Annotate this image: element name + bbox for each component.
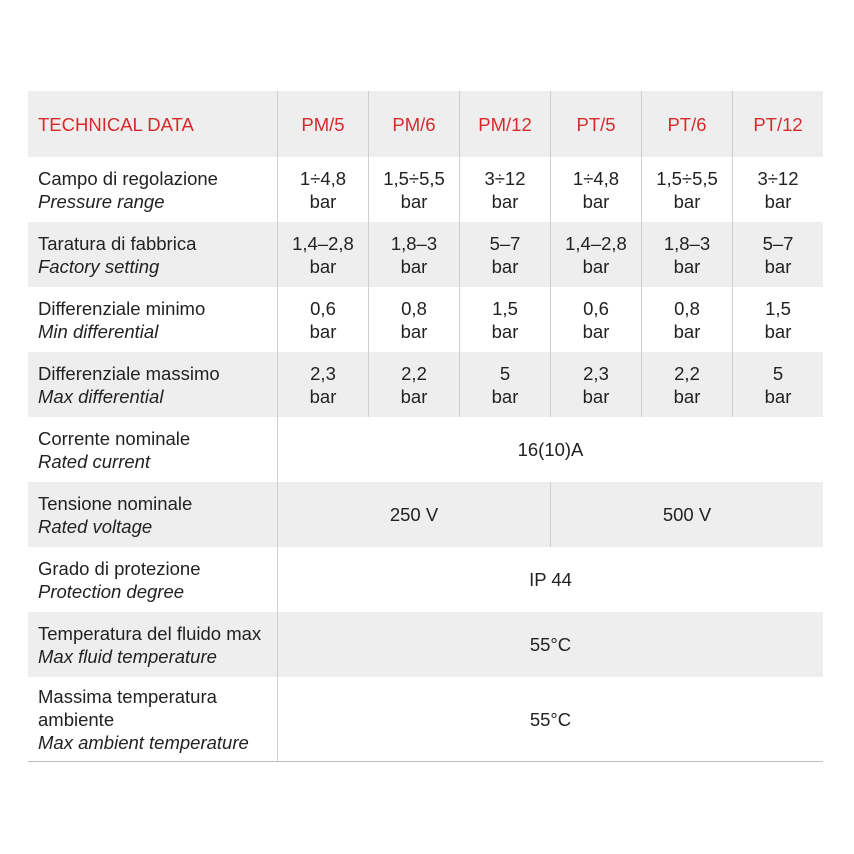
row-label xyxy=(28,352,277,417)
row-label xyxy=(28,222,277,287)
value-cell: 1÷4,8 bar xyxy=(550,157,641,222)
value-cell: 0,6 bar xyxy=(550,287,641,352)
value-cell: 2,2 bar xyxy=(641,352,732,417)
value-cell: 1,8–3 bar xyxy=(641,222,732,287)
table-row xyxy=(28,482,823,547)
model-header: PT/6 xyxy=(641,91,732,157)
label-it: ambiente xyxy=(38,708,115,730)
model-header: PM/5 xyxy=(277,91,368,157)
table-row xyxy=(28,157,823,222)
row-label xyxy=(28,482,277,547)
label-en: Rated current xyxy=(38,450,151,472)
value-cell: 1,5÷5,5 bar xyxy=(641,157,732,222)
value-cell: 5–7 bar xyxy=(732,222,823,287)
model-header: PM/6 xyxy=(368,91,459,157)
row-label xyxy=(28,677,277,761)
label-it: Differenziale massimo xyxy=(38,362,220,384)
value-cell: 2,2 bar xyxy=(368,352,459,417)
label-it: Temperatura del fluido max xyxy=(38,622,262,644)
table-bottom-rule xyxy=(28,761,823,762)
value-cell: 1÷4,8 bar xyxy=(277,157,368,222)
label-en: Pressure range xyxy=(38,190,165,212)
header-row xyxy=(28,91,823,157)
value-cell: 5–7 bar xyxy=(459,222,550,287)
table-title: TECHNICAL DATA xyxy=(38,113,194,135)
table-row xyxy=(28,547,823,612)
value-cell: 0,6 bar xyxy=(277,287,368,352)
label-it: Massima temperatura xyxy=(38,685,217,707)
label-en: Protection degree xyxy=(38,580,185,602)
label-it: Differenziale minimo xyxy=(38,297,206,319)
row-label xyxy=(28,547,277,612)
value-cell: 2,3 bar xyxy=(277,352,368,417)
row-label xyxy=(28,157,277,222)
value-cell: 5 bar xyxy=(459,352,550,417)
value-cell: 1,4–2,8 bar xyxy=(277,222,368,287)
table-row xyxy=(28,222,823,287)
value-cell: 1,5 bar xyxy=(459,287,550,352)
merged-value-cell: 55°C xyxy=(277,612,823,677)
label-it: Campo di regolazione xyxy=(38,167,218,189)
table-row xyxy=(28,417,823,482)
value-cell: 5 bar xyxy=(732,352,823,417)
merged-value-cell: 16(10)A xyxy=(277,417,823,482)
value-cell: 0,8 bar xyxy=(368,287,459,352)
model-header: PM/12 xyxy=(459,91,550,157)
value-cell: 1,5÷5,5 bar xyxy=(368,157,459,222)
label-it: Taratura di fabbrica xyxy=(38,232,197,254)
row-label xyxy=(28,287,277,352)
value-cell: 2,3 bar xyxy=(550,352,641,417)
label-en: Max fluid temperature xyxy=(38,645,217,667)
merged-value-cell: IP 44 xyxy=(277,547,823,612)
merged-value-cell: 250 V xyxy=(277,482,550,547)
label-en: Factory setting xyxy=(38,255,160,277)
value-cell: 3÷12 bar xyxy=(732,157,823,222)
label-en: Rated voltage xyxy=(38,515,153,537)
table-row xyxy=(28,677,823,761)
technical-data-table xyxy=(28,91,823,761)
merged-value-cell: 500 V xyxy=(550,482,823,547)
value-cell: 3÷12 bar xyxy=(459,157,550,222)
merged-value-cell: 55°C xyxy=(277,677,823,761)
model-header: PT/12 xyxy=(732,91,823,157)
label-en: Max ambient temperature xyxy=(38,731,249,753)
label-en: Min differential xyxy=(38,320,159,342)
model-header: PT/5 xyxy=(550,91,641,157)
value-cell: 1,8–3 bar xyxy=(368,222,459,287)
table-row xyxy=(28,612,823,677)
value-cell: 1,5 bar xyxy=(732,287,823,352)
label-en: Max differential xyxy=(38,385,164,407)
row-label xyxy=(28,417,277,482)
table-row xyxy=(28,287,823,352)
table-row xyxy=(28,352,823,417)
row-label xyxy=(28,612,277,677)
label-it: Grado di protezione xyxy=(38,557,201,579)
label-it: Tensione nominale xyxy=(38,492,193,514)
value-cell: 0,8 bar xyxy=(641,287,732,352)
value-cell: 1,4–2,8 bar xyxy=(550,222,641,287)
label-it: Corrente nominale xyxy=(38,427,191,449)
